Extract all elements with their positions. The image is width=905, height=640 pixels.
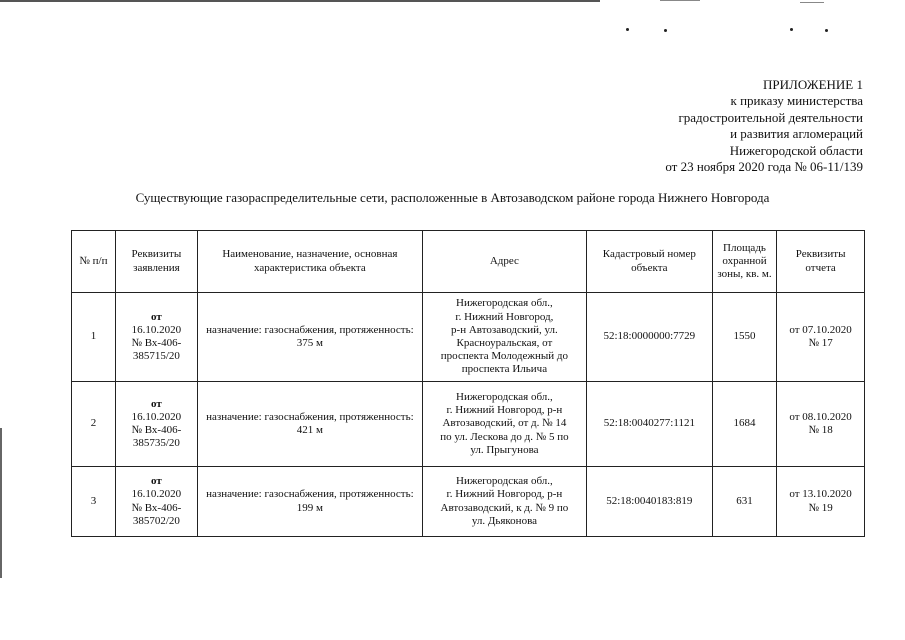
cell-address: Нижегородская обл., г. Нижний Новгород, р-н Автозаводский, ул. Красноуральская, от проспекта Молодежный до проспекта Ильича	[422, 293, 586, 382]
scan-artifact-edge	[0, 428, 2, 578]
application-number: № Вх-406-385735/20	[131, 424, 182, 450]
application-date: 16.10.2020	[131, 323, 182, 336]
application-date: 16.10.2020	[131, 410, 182, 423]
cell-num: 2	[72, 382, 116, 467]
cell-name: назначение: газоснабжения, протяженность: 199 м	[197, 467, 422, 537]
scan-artifact-dot	[825, 29, 828, 32]
appendix-line: градостроительной деятельности	[678, 109, 863, 125]
application-number: № Вх-406-385702/20	[131, 501, 182, 527]
cell-name: назначение: газоснабжения, протяженность: 421 м	[197, 382, 422, 467]
header-area: Площадь охранной зоны, кв. м.	[712, 231, 776, 293]
header-name: Наименование, назначение, основная характеристика объекта	[197, 231, 422, 293]
scan-artifact-dot	[790, 28, 793, 31]
application-ot: от	[151, 397, 162, 410]
cell-cadastral: 52:18:0000000:7729	[586, 293, 712, 382]
cell-num: 3	[72, 467, 116, 537]
table-header-row	[72, 231, 865, 293]
cell-area: 1684	[712, 382, 776, 467]
scan-artifact-top-line	[660, 0, 700, 1]
appendix-line: и развития агломераций	[730, 126, 863, 142]
report-date: от 08.10.2020	[789, 410, 852, 423]
appendix-line: Нижегородской области	[729, 142, 863, 158]
document-title: Существующие газораспределительные сети, расположенные в Автозаводском районе города Нижнего Новгорода	[135, 190, 770, 205]
cell-cadastral: 52:18:0040277:1121	[586, 382, 712, 467]
header-num: № п/п	[72, 231, 116, 293]
table-row	[72, 467, 865, 537]
cell-report	[777, 293, 865, 382]
cell-report	[777, 467, 865, 537]
report-date: от 13.10.2020	[789, 488, 852, 501]
table-row	[72, 293, 865, 382]
application-ot: от	[151, 310, 162, 323]
gas-network-table	[71, 230, 865, 537]
header-report: Реквизиты отчета	[777, 231, 865, 293]
application-date: 16.10.2020	[131, 488, 182, 501]
report-number: № 17	[808, 337, 833, 349]
appendix-line: к приказу министерства	[730, 93, 863, 109]
cell-area: 631	[712, 467, 776, 537]
cell-address: Нижегородская обл., г. Нижний Новгород, р-н Автозаводский, от д. № 14 по ул. Лескова до д. № 5 по ул. Прыгунова	[422, 382, 586, 467]
header-address: Адрес	[422, 231, 586, 293]
report-number: № 19	[808, 501, 833, 514]
header-requisites: Реквизиты заявления	[115, 231, 197, 293]
scan-artifact-top-line	[800, 2, 824, 3]
scan-artifact-top-line	[0, 0, 600, 2]
report-number: № 18	[808, 424, 833, 436]
cell-name: назначение: газоснабжения, протяженность: 375 м	[197, 293, 422, 382]
scan-artifact-dot	[626, 28, 629, 31]
appendix-order-date: от 23 ноября 2020 года № 06-11/139	[665, 159, 863, 175]
table-row	[72, 382, 865, 467]
cell-requisites	[115, 467, 197, 537]
report-date: от 07.10.2020	[789, 323, 852, 336]
header-cadastral: Кадастровый номер объекта	[586, 231, 712, 293]
cell-address: Нижегородская обл., г. Нижний Новгород, р-н Автозаводский, к д. № 9 по ул. Дьяконова	[422, 467, 586, 537]
cell-cadastral: 52:18:0040183:819	[586, 467, 712, 537]
cell-requisites	[115, 293, 197, 382]
application-ot: от	[151, 475, 162, 488]
application-number: № Вх-406-385715/20	[131, 337, 182, 363]
cell-num: 1	[72, 293, 116, 382]
appendix-header	[665, 77, 863, 175]
cell-requisites	[115, 382, 197, 467]
cell-area: 1550	[712, 293, 776, 382]
scan-artifact-dot	[664, 29, 667, 32]
appendix-title: ПРИЛОЖЕНИЕ 1	[763, 77, 863, 92]
cell-report	[777, 382, 865, 467]
